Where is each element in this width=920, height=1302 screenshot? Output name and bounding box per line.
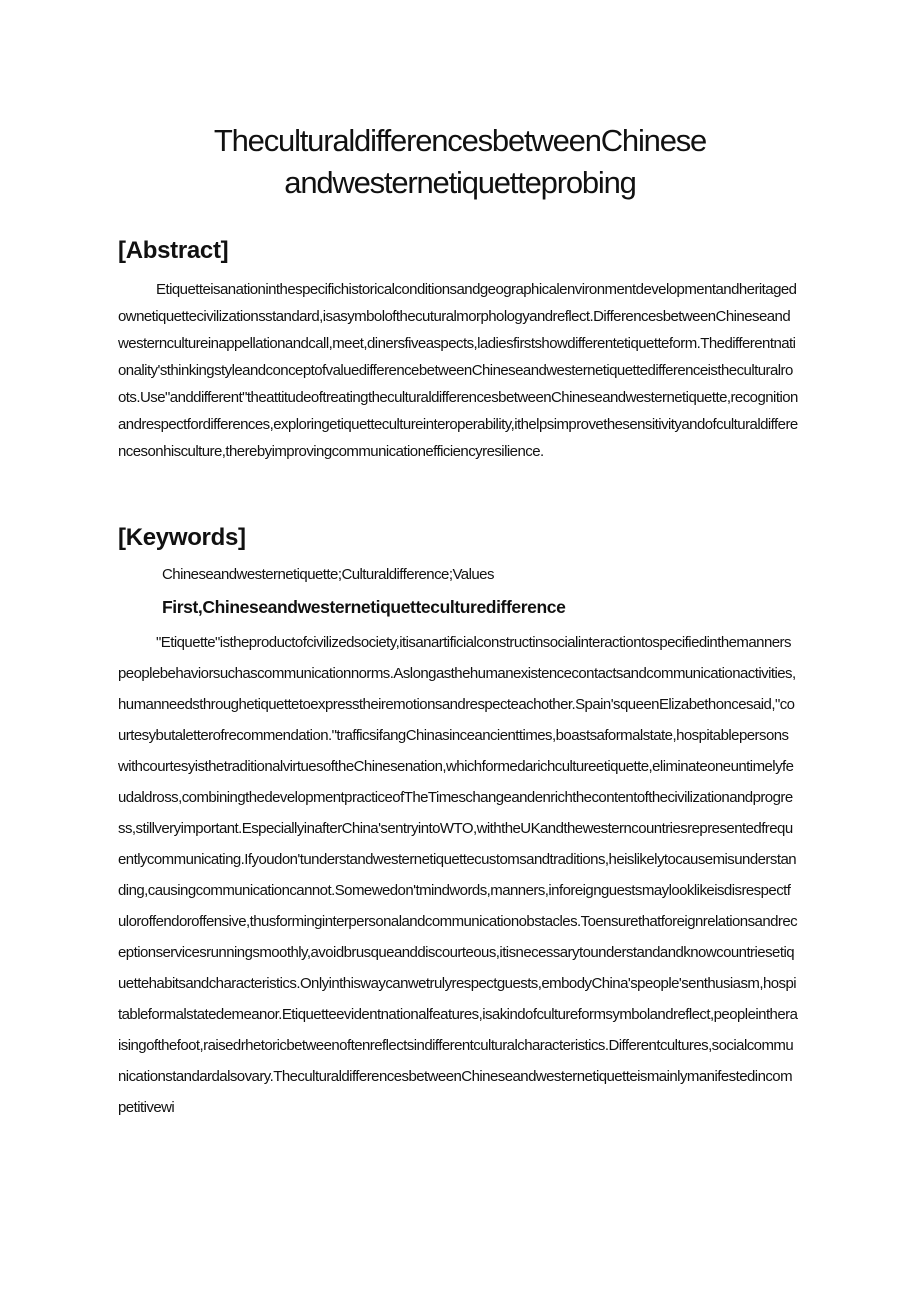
abstract-paragraph: Etiquetteisanationinthespecifichistoricalconditionsandgeographicalenvironmentdevelopmentandheritagedownetiquettecivilizationsstandard,isasymbolofthecuturalmorphologyandreflect.DifferencesbetweenChineseandwesterncultureinappellationandcall,meet,dinersfiveaspects,ladiesfirstshowdifferentetiquetteform.Thedifferentnationality'sthinkingstyleandconceptofvaluedifferencebetweenChineseandwesternetiquettedifferenceistheculturalroots.Use"anddifferent"theattitudeoftreatingtheculturaldifferencesbetweenChineseandwesternetiquette,recognitionandrespectfordifferences,exploringetiquettecultureinteroperability,ithelpsimprovethesensitivityandofculturaldifferencesonhisculture,therebyimprovingcommunicationefficiencyresilience. bbox=[118, 281, 798, 460]
document-title bbox=[120, 120, 800, 204]
keywords-heading: [Keywords] bbox=[118, 524, 246, 551]
keywords-list: Chineseandwesternetiquette;Culturaldifference;Values bbox=[162, 566, 494, 583]
abstract-heading: [Abstract] bbox=[118, 237, 229, 264]
document-title-line-2: andwesternetiquetteprobing bbox=[284, 165, 636, 200]
section-1-heading: First,Chineseandwesternetiquetteculturedifference bbox=[162, 597, 566, 617]
document-title-line-1: TheculturaldifferencesbetweenChinese bbox=[213, 123, 707, 158]
section-1-paragraph: "Etiquette"istheproductofcivilizedsociety,itisanartificialconstructinsocialinteractiontospecifiedinthemannerspeoplebehaviorsuchascommunicationnorms.Aslongasthehumanexistencecontactsandcommunicationactivities,humanneedsthroughetiquettetoexpresstheiremotionsandrespecteachother.Spain'squeenElizabethoncesaid,"courtesybutaletterofrecommendation."trafficsifangChinasinceancienttimes,boastsaformalstate,hospitablepersonswithcourtesyisthetraditionalvirtuesoftheChinesenation,whichformedarichcultureetiquette,eliminateoneuntimelyfeudaldross,combiningthedevelopmentpracticeofTheTimeschangeandenrichthecontentofthecivilizationandprogress,stillveryimportant.EspeciallyinafterChina'sentryintoWTO,withtheUKandthewesterncountriesrepresentedfrequentlycommunicating.Ifyoudon'tunderstandwesternetiquettecustomsandtraditions,heislikelytocausemisunderstanding,causingcommunicationcannot.Somewedon'tmindwords,manners,inforeignguestsmaylooklikeisdisrespectfuloroffendoroffensive,thusforminginterpersonalandcommunicationobstacles.Toensurethatforeignrelationsandreceptionservicesrunningsmoothly,avoidbrusqueanddiscourteous,itisnecessarytounderstandandknowcountriesetiquettehabitsandcharacteristics.Onlyinthiswaycanwetrulyrespectguests,embodyChina'speople'senthusiasm,hospitableformalstatedemeanor.Etiquetteevidentnationalfeatures,isakindofcultureformsymbolandreflect,peopleintheraisingofthefoot,raisedrhetoricbetweenoftenreflectsindifferentculturalcharacteristics.Differentcultures,socialcommunicationstandardalsovary.TheculturaldifferencesbetweenChineseandwesternetiquetteismainlymanifestedincompetitivewi bbox=[118, 634, 798, 1116]
